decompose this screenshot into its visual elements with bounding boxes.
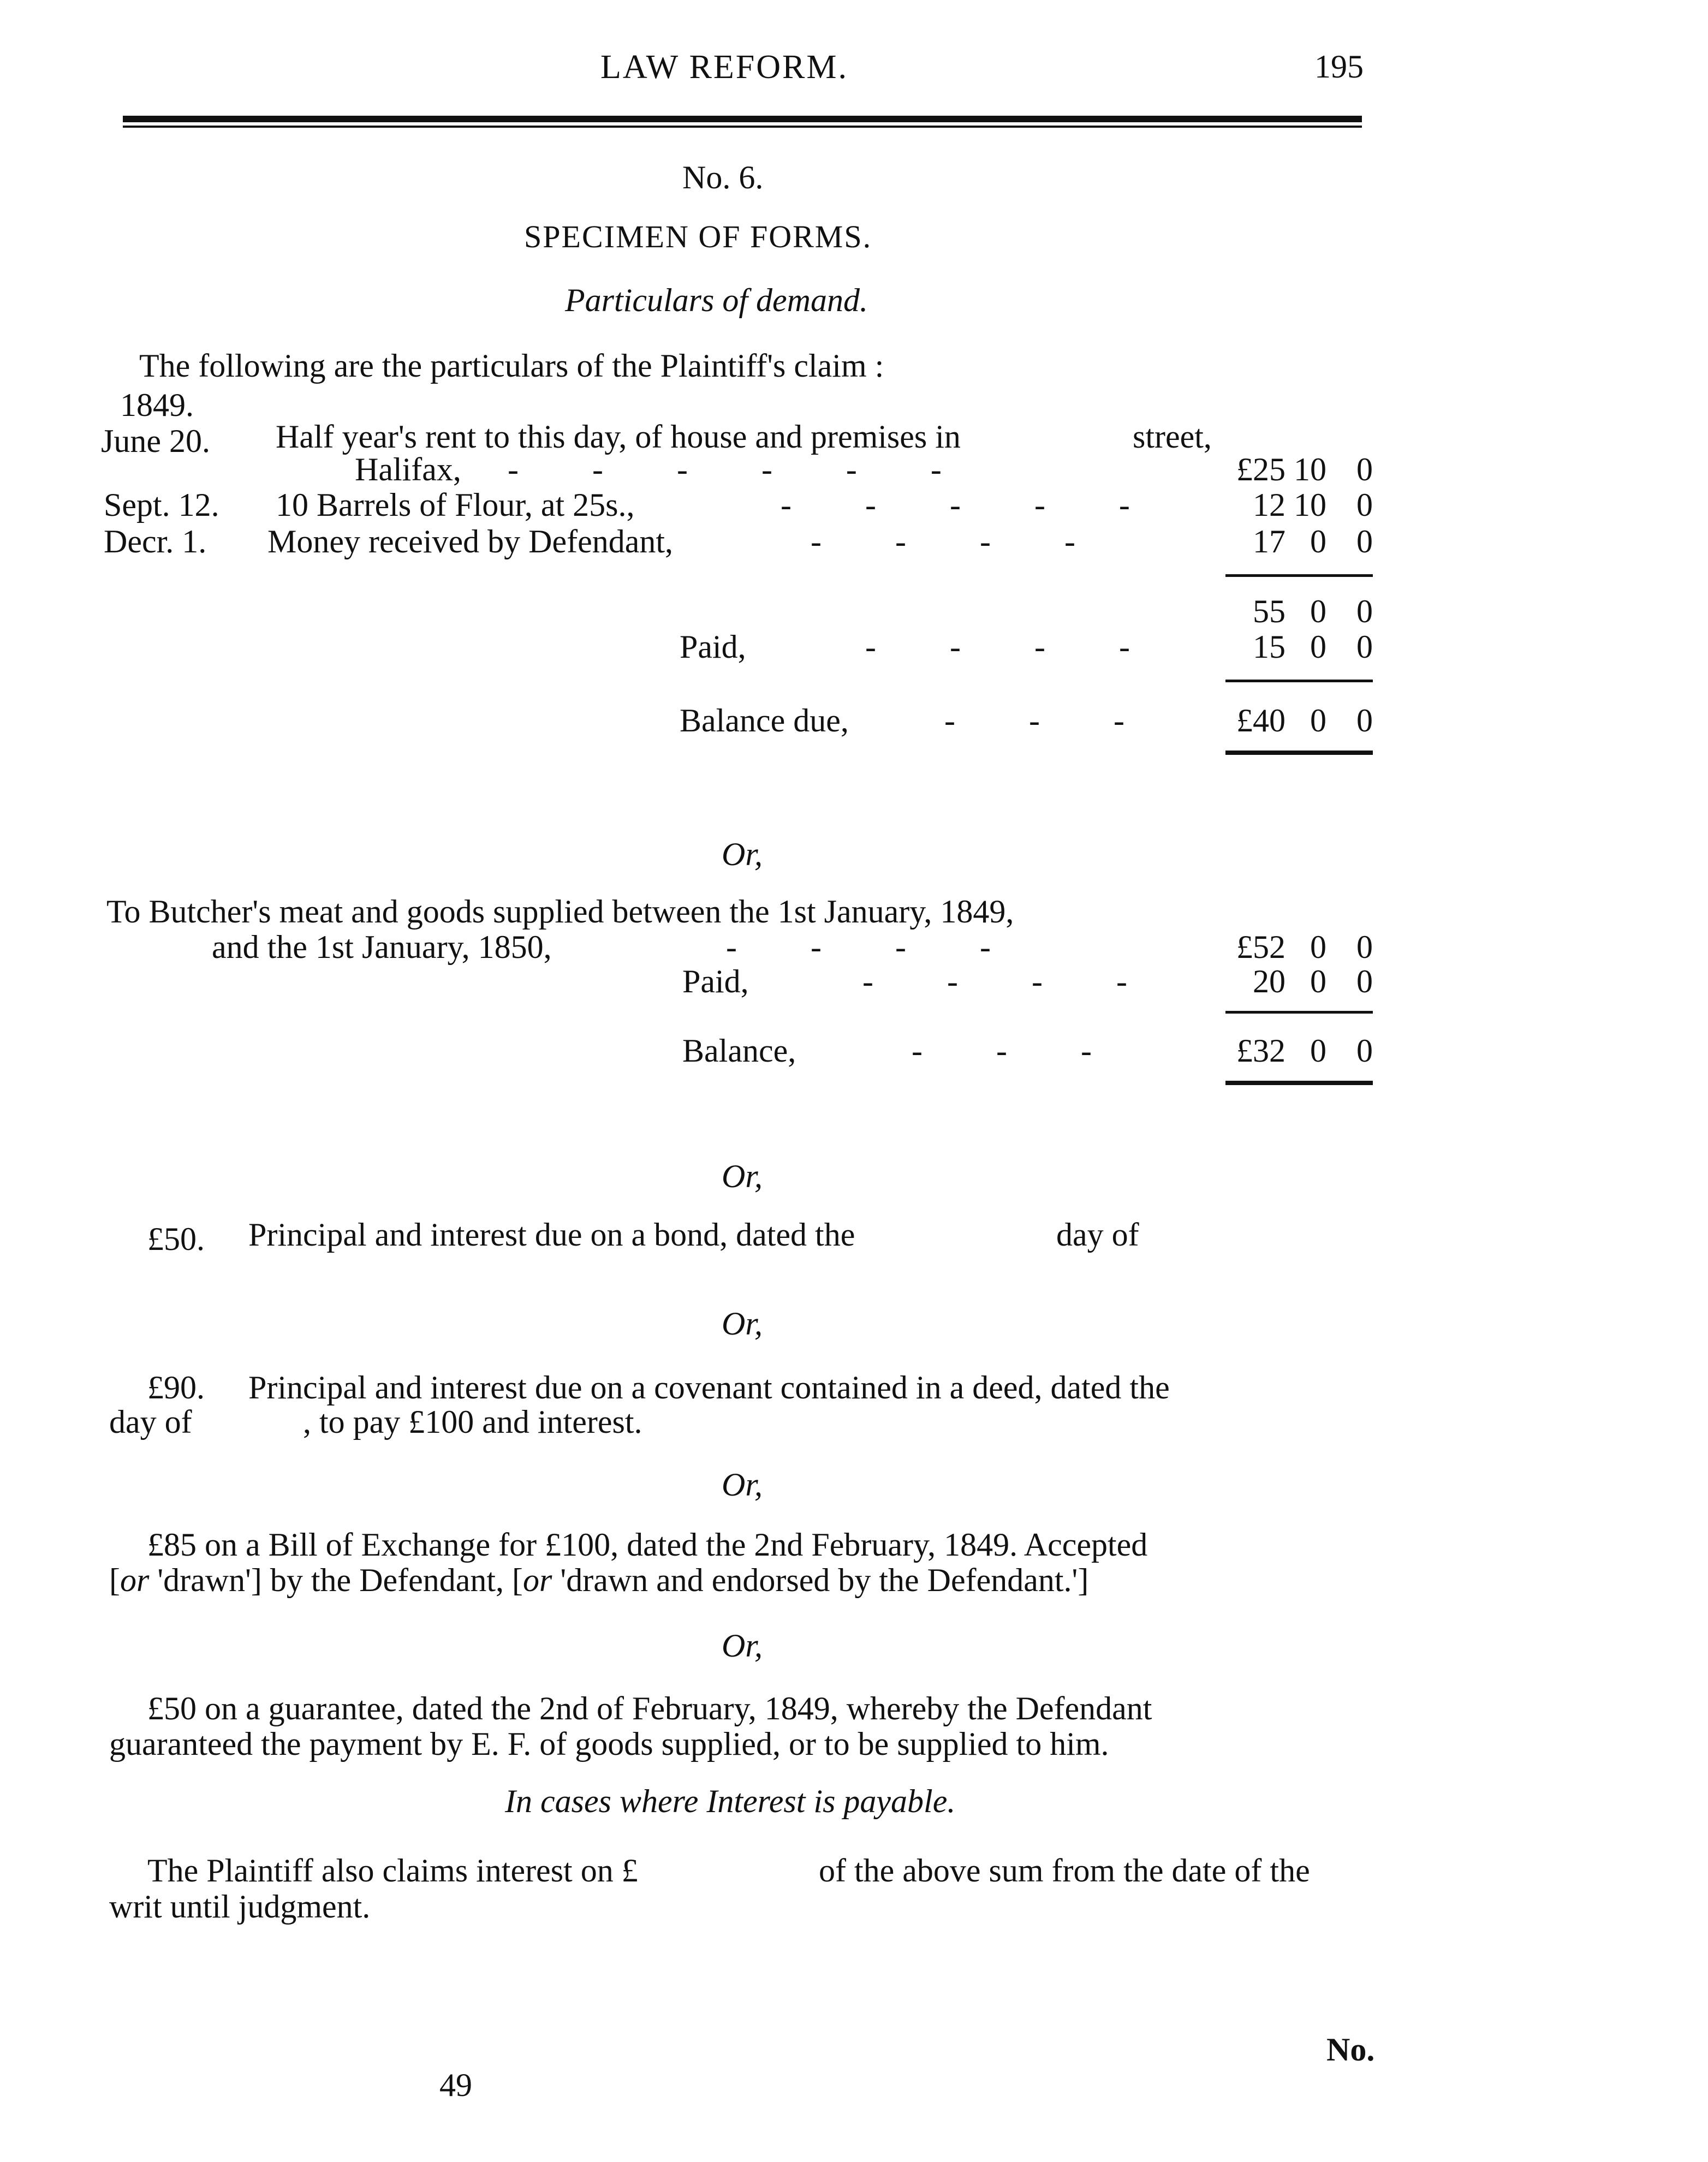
form2-total-pence: 0 [1356, 929, 1373, 965]
leader-dots: - - - - [811, 523, 1075, 559]
form1-balance-label: Balance due, [680, 702, 849, 738]
section-subtitle: Particulars of demand. [565, 282, 868, 318]
form1-paid-label: Paid, [680, 629, 746, 665]
item1-desc-tail: street, [1133, 419, 1212, 455]
header-rule-thin [123, 126, 1362, 128]
form4-line2-a: day of [109, 1404, 192, 1440]
leader-dots: - - - - - [781, 487, 1130, 523]
form1-year: 1849. [120, 387, 194, 423]
form2-paid-pence: 0 [1356, 963, 1373, 999]
section-title: SPECIMEN OF FORMS. [524, 219, 872, 254]
item3-shillings: 0 [1310, 523, 1326, 559]
form2-paid-shillings: 0 [1310, 963, 1326, 999]
form2-total-pounds: £52 [1236, 929, 1286, 965]
leader-dots: - - - - [865, 629, 1130, 665]
item1-pounds: £25 [1236, 451, 1286, 487]
form5-line2: [or 'drawn'] by the Defendant, [or 'drawn and endorsed by the Defendant.'] [109, 1562, 1089, 1598]
form1-paid-pence: 0 [1356, 629, 1373, 665]
double-rule [1225, 1081, 1373, 1085]
form2-balance-pence: 0 [1356, 1033, 1373, 1069]
subtotal-pence: 0 [1356, 593, 1373, 629]
form2-balance-shillings: 0 [1310, 1033, 1326, 1069]
section-number: No. 6. [682, 159, 764, 195]
form1-paid-shillings: 0 [1310, 629, 1326, 665]
leader-dots: - - - - [726, 929, 991, 965]
subtotal-pounds: 55 [1253, 593, 1286, 629]
item1-desc-line2: Halifax, [355, 451, 461, 487]
sum-rule [1225, 680, 1373, 682]
form6-line2: guaranteed the payment by E. F. of goods supplied, or to be supplied to him. [109, 1726, 1109, 1762]
form2-line2: and the 1st January, 1850, [212, 929, 552, 965]
item2-pence: 0 [1356, 487, 1373, 523]
form3-amount: £50. [147, 1221, 205, 1257]
subtotal-shillings: 0 [1310, 593, 1326, 629]
item1-date: June 20. [101, 423, 210, 459]
item2-pounds: 12 [1253, 487, 1286, 523]
form3-text: Principal and interest due on a bond, dated the [248, 1217, 855, 1253]
item2-desc: 10 Barrels of Flour, at 25s., [276, 487, 635, 523]
item2-date: Sept. 12. [104, 487, 219, 523]
form1-paid-pounds: 15 [1253, 629, 1286, 665]
or-separator: Or, [722, 836, 763, 872]
item3-date: Decr. 1. [104, 523, 207, 559]
item1-shillings: 10 [1294, 451, 1326, 487]
catchword: No. [1326, 2032, 1375, 2068]
form4-amount: £90. [147, 1369, 205, 1405]
form2-paid-pounds: 20 [1253, 963, 1286, 999]
form2-paid-label: Paid, [682, 963, 749, 999]
leader-dots: - - - [912, 1033, 1092, 1069]
item1-desc: Half year's rent to this day, of house and premises in [276, 419, 961, 455]
leader-dots: - - - - - - [508, 451, 942, 487]
interest-line2: writ until judgment. [109, 1889, 371, 1925]
form2-balance-label: Balance, [682, 1033, 796, 1069]
header-rule-thick [123, 116, 1362, 122]
double-rule [1225, 751, 1373, 755]
sum-rule [1225, 1011, 1373, 1014]
item3-desc: Money received by Defendant, [267, 523, 674, 559]
item3-pence: 0 [1356, 523, 1373, 559]
page-number: 195 [1314, 49, 1364, 85]
form1-balance-pounds: £40 [1236, 702, 1286, 738]
item3-pounds: 17 [1253, 523, 1286, 559]
item1-pence: 0 [1356, 451, 1373, 487]
form3-text-tail: day of [1056, 1217, 1139, 1253]
or-separator: Or, [722, 1158, 763, 1194]
form2-total-shillings: 0 [1310, 929, 1326, 965]
leader-dots: - - - [944, 702, 1124, 738]
leader-dots: - - - - [862, 963, 1127, 999]
form1-balance-pence: 0 [1356, 702, 1373, 738]
interest-line1-a: The Plaintiff also claims interest on £ [147, 1853, 638, 1889]
or-separator: Or, [722, 1628, 763, 1664]
item2-shillings: 10 [1294, 487, 1326, 523]
or-separator: Or, [722, 1306, 763, 1342]
running-title: LAW REFORM. [600, 49, 849, 86]
sum-rule [1225, 574, 1373, 577]
form1-balance-shillings: 0 [1310, 702, 1326, 738]
interest-line1-b: of the above sum from the date of the [819, 1853, 1310, 1889]
form2-balance-pounds: £32 [1236, 1033, 1286, 1069]
signature-mark: 49 [439, 2067, 472, 2103]
form4-line1: Principal and interest due on a covenant contained in a deed, dated the [248, 1369, 1170, 1405]
form2-line1: To Butcher's meat and goods supplied between the 1st January, 1849, [106, 894, 1014, 930]
form5-line1: £85 on a Bill of Exchange for £100, dated the 2nd February, 1849. Accepted [147, 1527, 1148, 1563]
interest-heading: In cases where Interest is payable. [505, 1783, 956, 1819]
form1-intro: The following are the particulars of the Plaintiff's claim : [139, 348, 884, 384]
form6-line1: £50 on a guarantee, dated the 2nd of February, 1849, whereby the Defendant [147, 1690, 1152, 1726]
or-separator: Or, [722, 1467, 763, 1503]
form4-line2-b: , to pay £100 and interest. [303, 1404, 642, 1440]
